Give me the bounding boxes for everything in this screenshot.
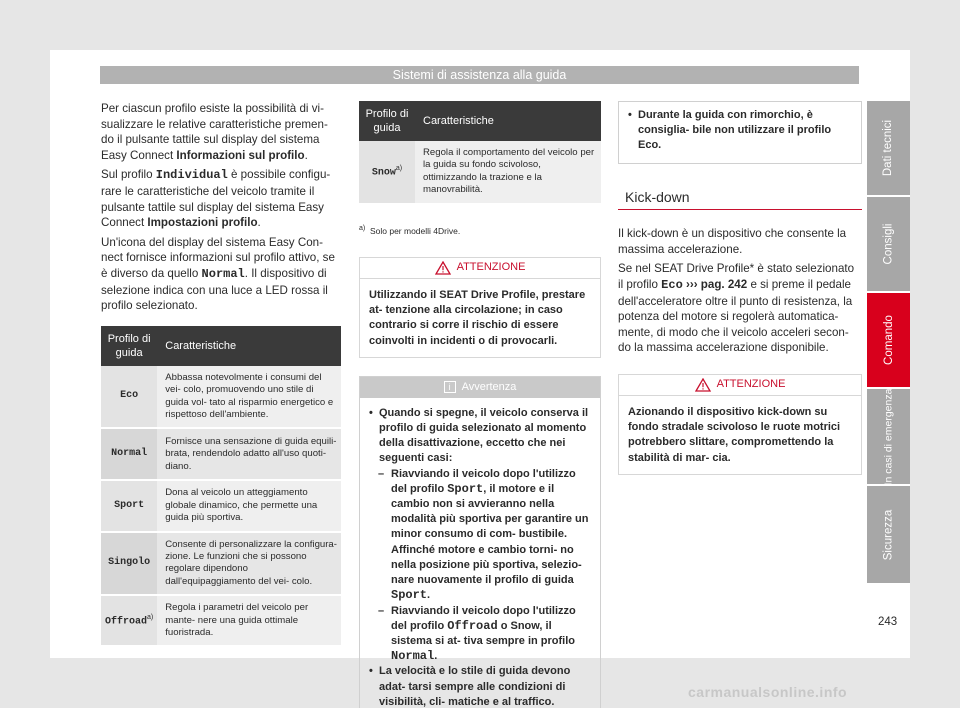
tab-sicurezza[interactable]: Sicurezza (867, 486, 910, 583)
profile-key: Normal (101, 428, 157, 480)
table-row (101, 532, 341, 596)
column-right (618, 101, 862, 475)
chapter-header: Sistemi di assistenza alla guida (100, 66, 859, 84)
table-header-profile: Profilo di guida (359, 101, 415, 141)
warning-header: ATTENZIONE (360, 258, 600, 279)
warning-text: Utilizzando il SEAT Drive Profile, prestare at- tenzione alla circolazione; in caso contrario si corre il rischio di essere coinvolti in incidenti o di provocarli. (369, 289, 586, 347)
paragraph-profile-info: Per ciascun profilo esiste la possibilità di vi- sualizzare le relative caratteristiche premen- do il pulsante tattile sul display del sistema Easy Connect Informazioni sul profilo. (101, 102, 328, 162)
warning-box-kick-down (618, 374, 862, 475)
snow-profile-table (359, 101, 601, 205)
profile-key: Snow$^{a)}$ (359, 141, 415, 204)
tab-comando[interactable]: Comando (867, 293, 910, 387)
table-row (101, 366, 341, 429)
list-item: • Durante la guida con rimorchio, è consiglia- bile non utilizzare il profilo Eco. (628, 108, 852, 154)
info-icon: i (444, 381, 456, 393)
paragraph-icon-display: Un'icona del display del sistema Easy Con- nect fornisce informazioni sul profilo attivo, se è diverso da quello Normal. Il dispositivo di selezione indica con una luce a LED rossa il profilo selezionato. (101, 235, 335, 313)
profile-key: Sport (101, 480, 157, 531)
list-item: – Riavviando il veicolo dopo l'utilizzo del profilo Sport, il motore e il cambio non si avvieranno nella modalità più sportiva per garantire un minor consumo di com- bustibile. Affinché motore e cambio torni- no nella posizione più sportiva, selezio- nare nuovamente il profilo di guida Sport. (369, 467, 591, 604)
section-title-kick-down: Kick-down (618, 190, 862, 211)
paragraph-kickdown-eco: Se nel SEAT Drive Profile* è stato selezionato il profilo Eco ››› pag. 242 e si preme il pedale dell'acceleratore oltre il punto di resistenza, la potenza del motore si regolerà automatica- mente, di modo che il veicolo acceleri secon- do la massima accelerazione disponibile. (618, 262, 855, 355)
profile-description: Abbassa notevolmente i consumi del vei- colo, promuovendo uno stile di guida vol- tato al risparmio energetico e rispettoso dell'ambiente. (157, 366, 341, 429)
table-header-features: Caratteristiche (157, 326, 341, 366)
column-left (101, 101, 341, 647)
page-reference-link[interactable]: ››› pag. 242 (682, 277, 748, 291)
paragraph-individual: Sul profilo Individual è possibile configu- rare le caratteristiche del veicolo tramite il pulsante tattile sul display del sistema Easy Connect Impostazioni profilo. (101, 168, 331, 230)
list-item: • Quando si spegne, il veicolo conserva il profilo di guida selezionato al momento della disattivazione, eccetto che nei seguenti casi: (369, 406, 591, 467)
profiles-table (101, 326, 341, 648)
profile-description: Fornisce una sensazione di guida equili- brata, rendendolo adatto all'uso quoti- diano. (157, 428, 341, 480)
watermark: carmanualsonline.info (688, 684, 848, 700)
profile-description: Regola il comportamento del veicolo per la guida su fondo scivoloso, ottimizzando la trazione e la manovrabilità. (415, 141, 601, 204)
footnote: $^{a)}$ Solo per modelli 4Drive. (359, 224, 461, 236)
warning-triangle-icon (695, 378, 711, 392)
note-text (360, 398, 600, 708)
list-item: • La velocità e lo stile di guida devono adat- tarsi sempre alle condizioni di visibilità, cli- matiche e al traffico. (369, 664, 591, 708)
profile-description: Consente di personalizzare la configura- zione. Le funzioni che si possono regolare dipendono dall'equipaggiamento del vei- colo. (157, 532, 341, 596)
profile-key: Eco (101, 366, 157, 429)
column-middle (359, 101, 601, 708)
profile-key: Offroad$^{a)}$ (101, 595, 157, 646)
profile-description: Dona al veicolo un atteggiamento globale dinamico, che permette una guida più sportiva. (157, 480, 341, 531)
table-header-profile: Profilo di guida (101, 326, 157, 366)
table-row (359, 141, 601, 204)
profile-description: Regola i parametri del veicolo per mante- nere una guida ottimale fuoristrada. (157, 595, 341, 646)
note-header: i Avvertenza (360, 377, 600, 398)
warning-triangle-icon (435, 261, 451, 275)
note-continuation (618, 101, 862, 164)
table-header-features: Caratteristiche (415, 101, 601, 141)
profile-key: Singolo (101, 532, 157, 596)
table-row (101, 428, 341, 480)
warning-text: Azionando il dispositivo kick-down su fondo stradale scivoloso le ruote motrici potrebbero slittare, compromettendo la stabilità di mar- cia. (628, 405, 841, 464)
list-item: – Riavviando il veicolo dopo l'utilizzo del profilo Offroad o Snow, il sistema si at- tiva sempre in profilo Normal. (369, 604, 591, 665)
note-box (359, 376, 601, 708)
warning-box-drive-profile (359, 257, 601, 358)
table-row (101, 480, 341, 531)
paragraph-kickdown-intro: Il kick-down è un dispositivo che consente la massima accelerazione. (618, 227, 847, 256)
tab-consigli[interactable]: Consigli (867, 197, 910, 291)
table-row (101, 595, 341, 646)
tab-emergenza[interactable]: In casi di emergenza (867, 389, 910, 484)
tab-dati-tecnici[interactable]: Dati tecnici (867, 101, 910, 195)
page-number: 243 (878, 616, 898, 628)
warning-header: ATTENZIONE (619, 375, 861, 396)
